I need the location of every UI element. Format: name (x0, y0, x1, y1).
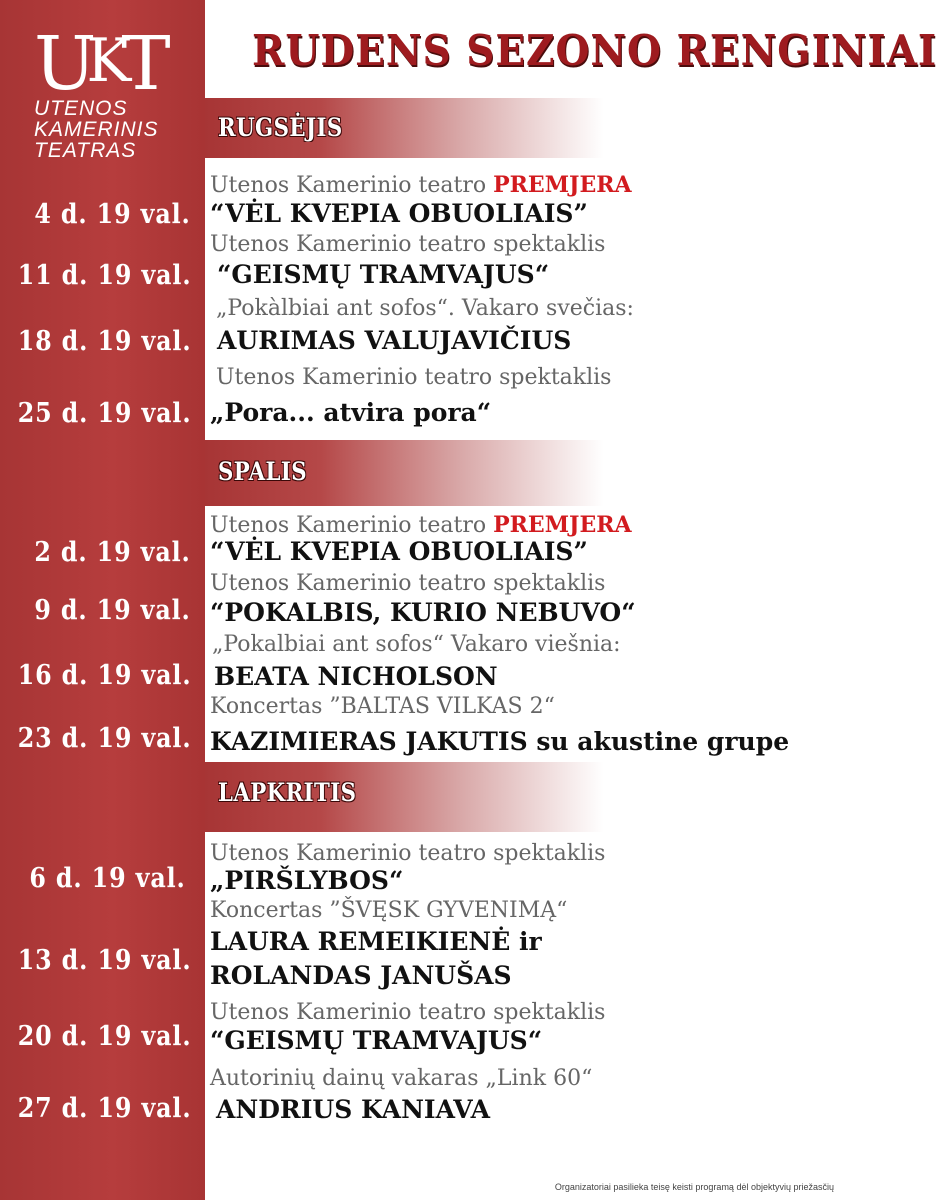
event-date: 18 d. 19 val. (17, 326, 191, 357)
event-title: AURIMAS VALUJAVIČIUS (217, 326, 572, 355)
event-title-line-2: ROLANDAS JANUŠAS (210, 961, 512, 990)
event-subtitle: Koncertas ”BALTAS VILKAS 2“ (210, 694, 555, 719)
event-subtitle: Utenos Kamerinio teatro spektaklis (210, 571, 606, 596)
event-date: 13 d. 19 val. (17, 945, 191, 976)
disclaimer-note: Organizatoriai pasilieka teisę keisti programą dėl objektyvių priežasčių (554, 1182, 834, 1192)
event-subtitle: Autorinių dainų vakaras „Link 60“ (210, 1066, 593, 1091)
event-subtitle: Utenos Kamerinio teatro spektaklis (210, 1000, 606, 1025)
event-title: „Pora... atvira pora“ (210, 398, 492, 427)
event-subtitle: Utenos Kamerinio teatro PREMJERA (210, 512, 632, 538)
logo-line-2: KAMERINIS (34, 118, 159, 141)
month-heading: RUGSĖJIS (218, 113, 343, 142)
event-title: ANDRIUS KANIAVA (216, 1095, 491, 1124)
month-heading: LAPKRITIS (218, 778, 357, 807)
event-date: 6 d. 19 val. (29, 863, 186, 894)
event-subtitle: Utenos Kamerinio teatro PREMJERA (210, 172, 632, 198)
event-subtitle: Utenos Kamerinio teatro spektaklis (210, 841, 606, 866)
event-date: 16 d. 19 val. (17, 660, 191, 691)
logo-line-1: UTENOS (34, 97, 128, 120)
event-date: 4 d. 19 val. (34, 199, 191, 230)
event-title: “VĖL KVEPIA OBUOLIAIS” (210, 199, 588, 228)
event-title: BEATA NICHOLSON (214, 662, 498, 691)
event-subtitle: „Pokalbiai ant sofos“ Vakaro viešnia: (212, 632, 621, 657)
event-title: “GEISMŲ TRAMVAJUS“ (217, 260, 550, 289)
event-subtitle: „Pokàlbiai ant sofos“. Vakaro svečias: (216, 296, 634, 321)
event-title: “GEISMŲ TRAMVAJUS“ (210, 1026, 543, 1055)
event-title: “VĖL KVEPIA OBUOLIAIS” (210, 537, 588, 566)
event-date: 20 d. 19 val. (17, 1021, 191, 1052)
event-date: 2 d. 19 val. (34, 537, 191, 568)
event-title: “POKALBIS, KURIO NEBUVO“ (210, 598, 636, 627)
logo-monogram: UKT (34, 21, 161, 107)
event-subtitle: Koncertas ”ŠVĘSK GYVENIMĄ“ (210, 898, 568, 923)
event-date: 9 d. 19 val. (34, 595, 191, 626)
event-title: LAURA REMEIKIENĖ ir (210, 927, 542, 956)
event-date: 23 d. 19 val. (17, 723, 191, 754)
event-date: 11 d. 19 val. (17, 260, 191, 291)
theatre-logo (22, 20, 192, 160)
event-subtitle: Utenos Kamerinio teatro spektaklis (216, 365, 612, 390)
event-date: 25 d. 19 val. (17, 398, 191, 429)
event-subtitle: Utenos Kamerinio teatro spektaklis (210, 232, 606, 257)
page-title: RUDENS SEZONO RENGINIAI (252, 26, 937, 75)
logo-line-3: TEATRAS (34, 139, 137, 162)
event-title: „PIRŠLYBOS“ (210, 866, 404, 895)
event-date: 27 d. 19 val. (17, 1093, 191, 1124)
month-heading: SPALIS (218, 457, 308, 486)
event-title: KAZIMIERAS JAKUTIS su akustine grupe (210, 727, 790, 756)
